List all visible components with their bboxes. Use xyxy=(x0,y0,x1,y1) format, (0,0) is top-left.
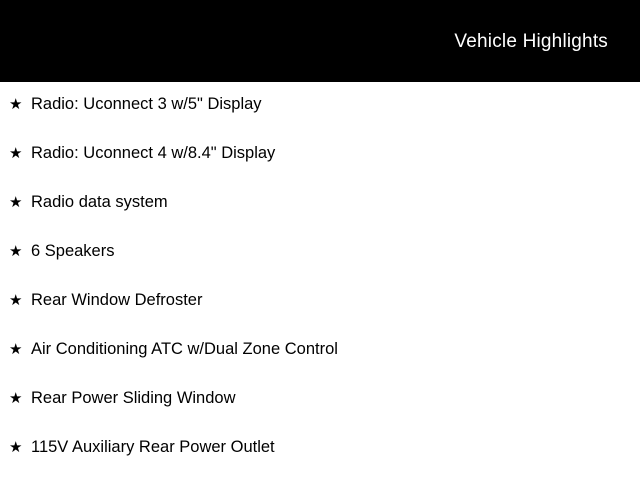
list-item-label: Air Conditioning ATC w/Dual Zone Control xyxy=(31,340,338,358)
list-item-label: Rear Power Sliding Window xyxy=(31,389,236,407)
list-item xyxy=(0,145,640,194)
list-item-label: Rear Window Defroster xyxy=(31,291,203,309)
page-title: Vehicle Highlights xyxy=(454,30,608,52)
star-bullet-icon: ★ xyxy=(9,390,23,407)
list-item-label: Radio data system xyxy=(31,193,168,211)
star-bullet-icon: ★ xyxy=(9,145,23,162)
star-bullet-icon: ★ xyxy=(9,243,23,260)
star-bullet-icon: ★ xyxy=(9,292,23,309)
vehicle-highlights-list xyxy=(0,82,640,488)
list-item-label: 6 Speakers xyxy=(31,242,115,260)
list-item xyxy=(0,292,640,341)
list-item xyxy=(0,243,640,292)
star-bullet-icon: ★ xyxy=(9,96,23,113)
list-item xyxy=(0,82,640,145)
list-item-label: 115V Auxiliary Rear Power Outlet xyxy=(31,438,275,456)
list-item xyxy=(0,194,640,243)
star-bullet-icon: ★ xyxy=(9,194,23,211)
list-item xyxy=(0,341,640,390)
header-bar xyxy=(0,0,640,82)
list-item-label: Radio: Uconnect 3 w/5" Display xyxy=(31,95,262,113)
list-item xyxy=(0,390,640,439)
list-item-label: Radio: Uconnect 4 w/8.4" Display xyxy=(31,144,276,162)
star-bullet-icon: ★ xyxy=(9,439,23,456)
list-item xyxy=(0,439,640,488)
star-bullet-icon: ★ xyxy=(9,341,23,358)
